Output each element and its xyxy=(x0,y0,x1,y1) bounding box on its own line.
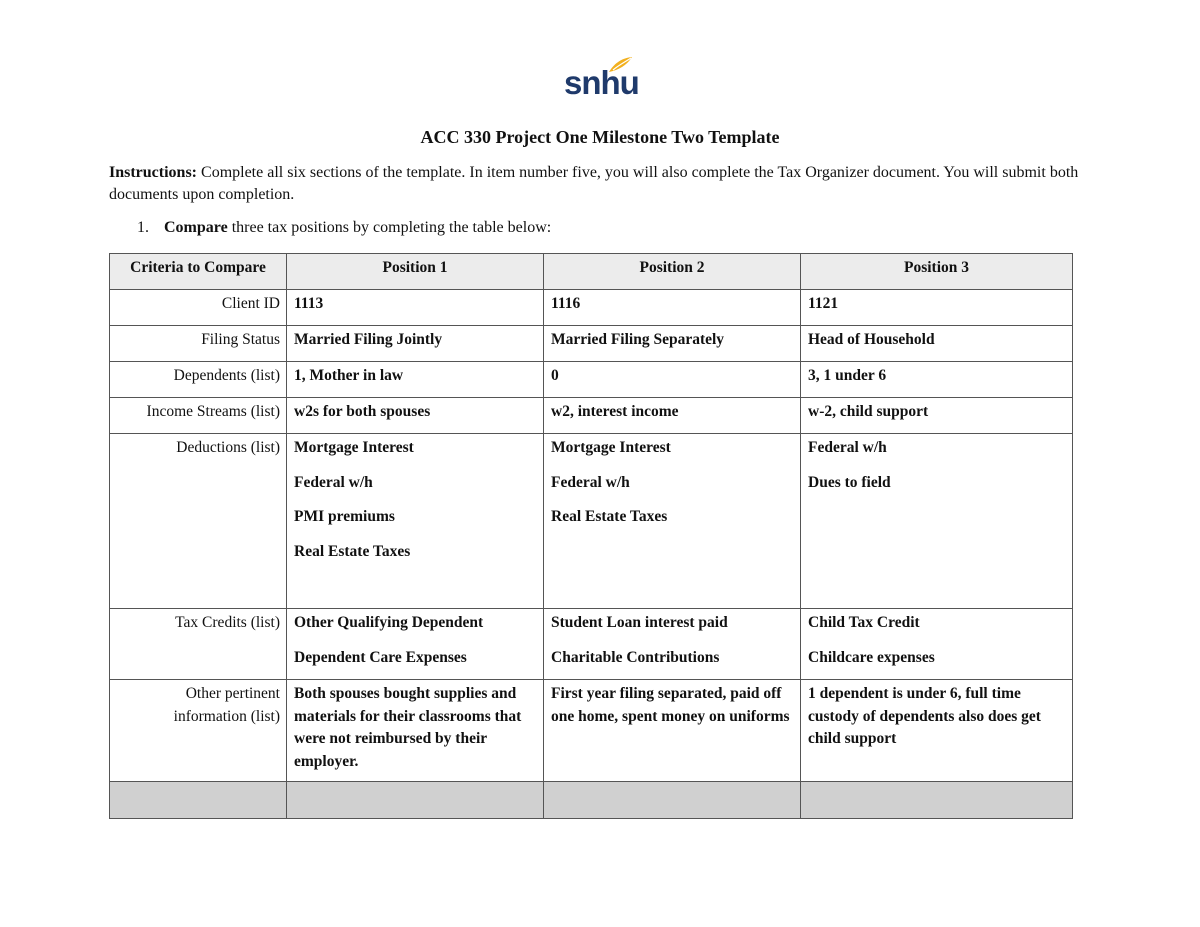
list-item: Mortgage Interest xyxy=(294,439,414,456)
row-label: Income Streams (list) xyxy=(110,398,287,434)
cell-position-2 xyxy=(544,434,801,609)
cell-position-1: 1, Mother in law xyxy=(287,362,544,398)
instructions xyxy=(109,162,1089,206)
list-item: Federal w/h xyxy=(294,473,373,491)
column-header-position-3: Position 3 xyxy=(801,254,1073,290)
list-item: Real Estate Taxes xyxy=(551,508,668,525)
cell-position-3 xyxy=(801,609,1073,680)
list-number: 1. xyxy=(137,219,149,236)
row-label: Client ID xyxy=(110,290,287,326)
cell-position-3 xyxy=(801,434,1073,609)
cell-position-1: Both spouses bought supplies and materials for their classrooms that were not reimbursed by their employer. xyxy=(287,680,544,782)
document-title: ACC 330 Project One Milestone Two Template xyxy=(420,127,780,147)
empty-cell xyxy=(801,782,1073,819)
column-header-position-1: Position 1 xyxy=(287,254,544,290)
logo-text: snhu xyxy=(564,64,639,101)
list-item: Federal w/h xyxy=(551,473,630,491)
list-item: PMI premiums xyxy=(294,508,395,525)
list-item: Childcare expenses xyxy=(808,648,935,666)
comparison-table xyxy=(109,253,1073,819)
row-label: Deductions (list) xyxy=(110,434,287,609)
cell-position-2: w2, interest income xyxy=(544,398,801,434)
table-row-deductions xyxy=(110,434,1073,609)
cell-position-1: Married Filing Jointly xyxy=(287,326,544,362)
cell-position-3: Head of Household xyxy=(801,326,1073,362)
table-header-row xyxy=(110,254,1073,290)
row-label: Other pertinent information (list) xyxy=(110,680,287,782)
list-item: Child Tax Credit xyxy=(808,614,920,631)
empty-cell xyxy=(287,782,544,819)
table-row-client-id xyxy=(110,290,1073,326)
cell-position-3: 3, 1 under 6 xyxy=(801,362,1073,398)
table-row-other-info xyxy=(110,680,1073,782)
instructions-label: Instructions: xyxy=(109,164,198,181)
cell-position-2 xyxy=(544,609,801,680)
instructions-text: Complete all six sections of the template. In item number five, you will also complete the Tax Organizer document. You will submit both documents upon completion. xyxy=(109,164,1079,203)
row-label: Tax Credits (list) xyxy=(110,609,287,680)
column-header-criteria: Criteria to Compare xyxy=(110,254,287,290)
list-item-text: three tax positions by completing the table below: xyxy=(227,219,552,236)
list-item: Charitable Contributions xyxy=(551,648,720,666)
cell-position-3: w-2, child support xyxy=(801,398,1073,434)
cell-position-3: 1 dependent is under 6, full time custody of dependents also does get child support xyxy=(801,680,1073,782)
cell-position-2: 1116 xyxy=(544,290,801,326)
table-row-tax-credits xyxy=(110,609,1073,680)
cell-position-2: First year filing separated, paid off one home, spent money on uniforms xyxy=(544,680,801,782)
cell-position-1: 1113 xyxy=(287,290,544,326)
empty-cell xyxy=(110,782,287,819)
cell-position-1: w2s for both spouses xyxy=(287,398,544,434)
list-item: Other Qualifying Dependent xyxy=(294,614,484,631)
table-row-empty xyxy=(110,782,1073,819)
list-item: Dues to field xyxy=(808,473,891,491)
list-item-verb: Compare xyxy=(164,219,228,236)
list-item: Student Loan interest paid xyxy=(551,614,728,631)
cell-position-1 xyxy=(287,609,544,680)
column-header-position-2: Position 2 xyxy=(544,254,801,290)
cell-position-2: 0 xyxy=(544,362,801,398)
list-item: Federal w/h xyxy=(808,439,887,456)
table-row-income-streams xyxy=(110,398,1073,434)
table-row-dependents xyxy=(110,362,1073,398)
list-item: Real Estate Taxes xyxy=(294,542,411,560)
snhu-logo xyxy=(562,56,638,106)
row-label: Filing Status xyxy=(110,326,287,362)
row-label: Dependents (list) xyxy=(110,362,287,398)
cell-position-3: 1121 xyxy=(801,290,1073,326)
empty-cell xyxy=(544,782,801,819)
cell-position-2: Married Filing Separately xyxy=(544,326,801,362)
table-row-filing-status xyxy=(110,326,1073,362)
cell-position-1 xyxy=(287,434,544,609)
list-item-compare xyxy=(137,219,551,237)
list-item: Dependent Care Expenses xyxy=(294,648,467,666)
list-item: Mortgage Interest xyxy=(551,439,671,456)
